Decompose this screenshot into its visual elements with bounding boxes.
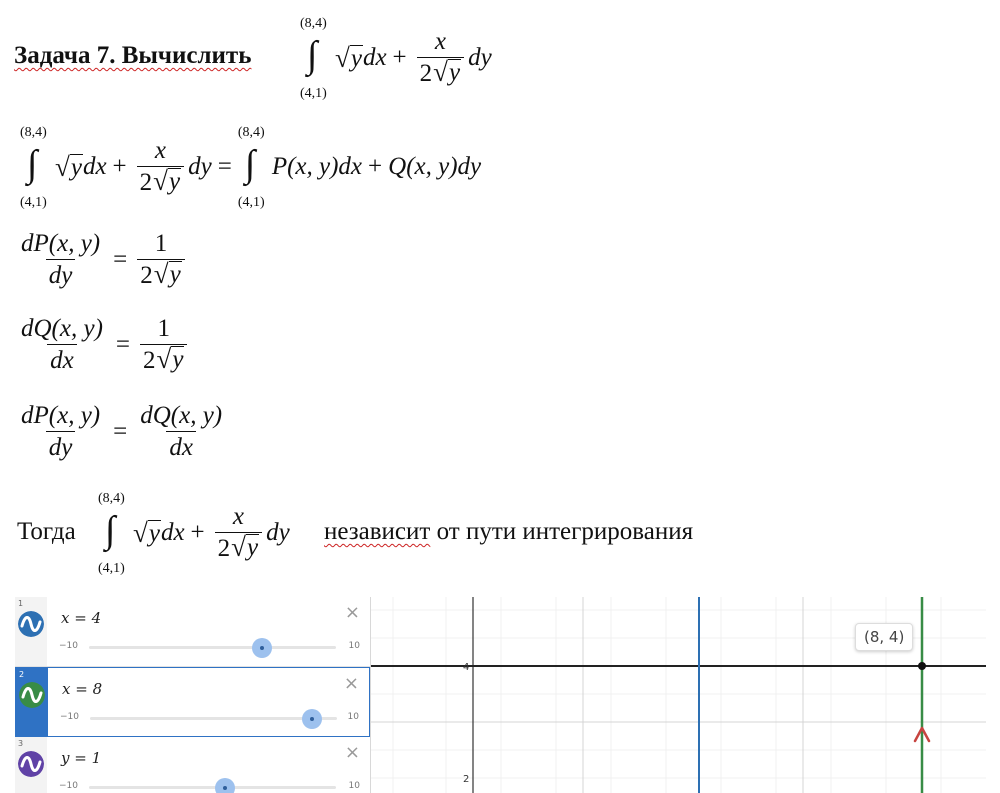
conclusion-rest: от пути интегрирования <box>436 518 694 545</box>
task-title-text: Задача 7. Вычислить <box>14 42 252 69</box>
q-term: Q(x, y)dy <box>388 153 482 180</box>
graph-canvas[interactable] <box>370 597 986 793</box>
expression-formula[interactable]: x = 8 <box>62 680 103 698</box>
slider-max: 10 <box>347 712 359 722</box>
expression-row-2[interactable] <box>15 667 370 737</box>
equality-equation: $\frac{dP(x, y)}{dy}$ = $\frac{dQ(x, y)}{dx}$ <box>14 392 229 472</box>
slider-min: −10 <box>59 641 78 651</box>
wave-icon[interactable] <box>19 682 45 708</box>
conclusion-text <box>324 518 693 546</box>
upper-limit: (8,4) <box>300 16 327 31</box>
dp-dy-equation: $\frac{dP(x, y)}{dy}$ = 1 2 √ y <box>14 220 189 300</box>
expression-row-3[interactable] <box>15 737 370 793</box>
y-tick-4: 4 <box>463 662 470 673</box>
slider-min: −10 <box>60 712 79 722</box>
expression-tab: 2 <box>16 668 48 736</box>
close-icon[interactable]: × <box>343 673 359 694</box>
slider-min: −10 <box>59 781 78 791</box>
integral-sign: (8,4) ∫ (4,1) <box>237 125 265 210</box>
dy: dy <box>468 44 492 71</box>
fraction-x-over-2sqrty: x 2 √ y <box>417 27 464 90</box>
task-integral <box>300 16 492 101</box>
slider-track[interactable] <box>89 786 336 789</box>
wave-icon[interactable] <box>18 611 44 637</box>
slider-handle[interactable] <box>215 778 235 793</box>
conclusion-word: независит <box>324 518 431 545</box>
p-term: P(x, y)dx <box>271 153 363 180</box>
expression-row-1[interactable] <box>15 597 370 667</box>
wave-icon[interactable] <box>18 751 44 777</box>
integral-sign: (8,4) ∫ (4,1) <box>20 125 47 210</box>
integral-equation: (8,4) ∫ (4,1) √ y dx + x 2 √ y dy = (8,4) ∫ (4,1) P(x, y)dx + Q(x, y)dy <box>20 125 482 210</box>
lower-limit: (4,1) <box>300 86 327 101</box>
y-tick-2: 2 <box>463 774 470 785</box>
close-icon[interactable]: × <box>344 742 360 763</box>
expression-formula[interactable]: x = 4 <box>61 609 102 627</box>
dq-dx-equation: $\frac{dQ(x, y)}{dx}$ = 1 2 √ y <box>14 305 191 385</box>
close-icon[interactable]: × <box>344 602 360 623</box>
dx: dx <box>362 44 387 71</box>
plus: + <box>392 44 407 71</box>
slider-max: 10 <box>348 641 360 651</box>
point-label[interactable] <box>855 623 913 651</box>
point-8-4 <box>918 662 926 670</box>
slider-track[interactable] <box>90 717 337 720</box>
integral-sign: (8,4) ∫ (4,1) <box>300 16 327 101</box>
expression-tab: 3 <box>15 737 47 793</box>
slider-handle[interactable] <box>302 709 322 729</box>
expression-formula[interactable]: y = 1 <box>61 749 102 767</box>
expression-tab: 1 <box>15 597 47 666</box>
point-label-text: (8, 4) <box>864 628 905 646</box>
sqrt-y: √ y <box>335 42 362 73</box>
conclusion-integral: (8,4) ∫ (4,1) √ y dx + x 2 √ y dy <box>98 491 290 576</box>
task-title <box>14 42 251 70</box>
slider-max: 10 <box>348 781 360 791</box>
expression-list <box>15 597 370 793</box>
slider-track[interactable] <box>89 646 336 649</box>
slider-handle[interactable] <box>252 638 272 658</box>
then-label: Тогда <box>17 518 76 545</box>
